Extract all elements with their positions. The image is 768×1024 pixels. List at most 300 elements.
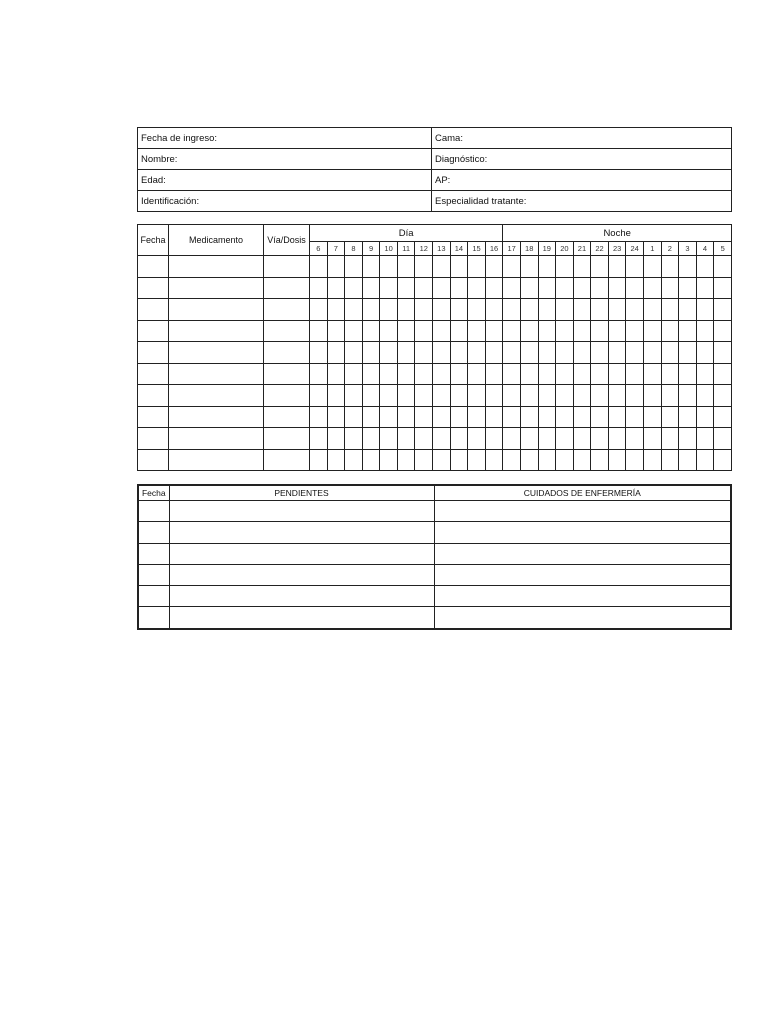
pending-date-cell[interactable]: [138, 607, 169, 629]
hour-cell[interactable]: [520, 406, 538, 428]
hour-cell[interactable]: [679, 277, 697, 299]
date-cell[interactable]: [138, 449, 169, 471]
hour-cell[interactable]: [573, 299, 591, 321]
hour-cell[interactable]: [679, 385, 697, 407]
hour-cell[interactable]: [591, 406, 609, 428]
hour-cell[interactable]: [538, 342, 556, 364]
hour-cell[interactable]: [573, 449, 591, 471]
hour-cell[interactable]: [503, 342, 521, 364]
hour-cell[interactable]: [608, 277, 626, 299]
hour-cell[interactable]: [661, 342, 679, 364]
hour-cell[interactable]: [362, 428, 380, 450]
date-cell[interactable]: [138, 299, 169, 321]
hour-cell[interactable]: [397, 277, 415, 299]
hour-cell[interactable]: [362, 449, 380, 471]
hour-cell[interactable]: [415, 320, 433, 342]
hour-cell[interactable]: [573, 320, 591, 342]
hour-cell[interactable]: [520, 320, 538, 342]
hour-cell[interactable]: [661, 320, 679, 342]
hour-cell[interactable]: [679, 449, 697, 471]
hour-cell[interactable]: [310, 256, 328, 278]
route-dose-cell[interactable]: [264, 342, 310, 364]
hour-cell[interactable]: [362, 363, 380, 385]
hour-cell[interactable]: [661, 299, 679, 321]
hour-cell[interactable]: [661, 428, 679, 450]
hour-cell[interactable]: [380, 299, 398, 321]
hour-cell[interactable]: [679, 363, 697, 385]
hour-cell[interactable]: [380, 449, 398, 471]
hour-cell[interactable]: [503, 363, 521, 385]
hour-cell[interactable]: [345, 256, 363, 278]
hour-cell[interactable]: [415, 256, 433, 278]
hour-cell[interactable]: [643, 277, 661, 299]
date-cell[interactable]: [138, 342, 169, 364]
diagnosis-field[interactable]: [432, 149, 732, 170]
hour-cell[interactable]: [345, 428, 363, 450]
hour-cell[interactable]: [538, 385, 556, 407]
hour-header-day: 16: [485, 242, 503, 256]
hour-cell[interactable]: [468, 342, 486, 364]
hour-cell[interactable]: [520, 449, 538, 471]
hour-header-night: 4: [696, 242, 714, 256]
route-dose-cell[interactable]: [264, 256, 310, 278]
medication-cell[interactable]: [169, 363, 264, 385]
route-dose-cell[interactable]: [264, 449, 310, 471]
name-field[interactable]: [138, 149, 432, 170]
hour-cell[interactable]: [661, 256, 679, 278]
hour-cell[interactable]: [468, 320, 486, 342]
route-dose-cell[interactable]: [264, 363, 310, 385]
hour-cell[interactable]: [450, 256, 468, 278]
hour-cell[interactable]: [696, 342, 714, 364]
hour-cell[interactable]: [556, 385, 574, 407]
hour-cell[interactable]: [714, 342, 732, 364]
hour-cell[interactable]: [643, 363, 661, 385]
date-cell[interactable]: [138, 406, 169, 428]
hour-cell[interactable]: [433, 277, 451, 299]
hour-cell[interactable]: [626, 385, 644, 407]
hour-cell[interactable]: [556, 342, 574, 364]
hour-cell[interactable]: [415, 385, 433, 407]
hour-cell[interactable]: [362, 277, 380, 299]
hour-cell[interactable]: [626, 256, 644, 278]
hour-cell[interactable]: [520, 428, 538, 450]
hour-cell[interactable]: [485, 320, 503, 342]
hour-cell[interactable]: [485, 342, 503, 364]
hour-cell[interactable]: [415, 299, 433, 321]
hour-cell[interactable]: [485, 363, 503, 385]
hour-cell[interactable]: [556, 320, 574, 342]
hour-cell[interactable]: [608, 299, 626, 321]
hour-cell[interactable]: [626, 342, 644, 364]
date-cell[interactable]: [138, 363, 169, 385]
hour-cell[interactable]: [696, 277, 714, 299]
hour-cell[interactable]: [415, 449, 433, 471]
hour-cell[interactable]: [714, 428, 732, 450]
hour-cell[interactable]: [433, 385, 451, 407]
hour-cell[interactable]: [503, 320, 521, 342]
hour-cell[interactable]: [485, 428, 503, 450]
hour-cell[interactable]: [626, 320, 644, 342]
hour-cell[interactable]: [573, 277, 591, 299]
hour-cell[interactable]: [433, 428, 451, 450]
ap-field[interactable]: [432, 170, 732, 191]
hour-cell[interactable]: [591, 277, 609, 299]
hour-cell[interactable]: [714, 277, 732, 299]
hour-cell[interactable]: [345, 320, 363, 342]
route-dose-cell[interactable]: [264, 277, 310, 299]
hour-cell[interactable]: [556, 363, 574, 385]
hour-cell[interactable]: [573, 385, 591, 407]
pending-cell[interactable]: [169, 564, 434, 585]
nursing-care-cell[interactable]: [434, 522, 731, 543]
route-dose-cell[interactable]: [264, 320, 310, 342]
hour-cell[interactable]: [380, 342, 398, 364]
pending-cell[interactable]: [169, 586, 434, 607]
hour-cell[interactable]: [433, 406, 451, 428]
route-dose-cell[interactable]: [264, 299, 310, 321]
date-cell[interactable]: [138, 320, 169, 342]
hour-cell[interactable]: [468, 299, 486, 321]
hour-cell[interactable]: [468, 406, 486, 428]
hour-cell[interactable]: [661, 406, 679, 428]
hour-cell[interactable]: [415, 363, 433, 385]
admission-date-label: Fecha de ingreso:: [141, 132, 218, 144]
hour-cell[interactable]: [538, 406, 556, 428]
hour-cell[interactable]: [643, 406, 661, 428]
hour-cell[interactable]: [310, 363, 328, 385]
hour-cell[interactable]: [591, 342, 609, 364]
medication-cell[interactable]: [169, 385, 264, 407]
hour-cell[interactable]: [714, 299, 732, 321]
hour-cell[interactable]: [380, 320, 398, 342]
hour-cell[interactable]: [503, 449, 521, 471]
hour-cell[interactable]: [591, 256, 609, 278]
hour-cell[interactable]: [380, 406, 398, 428]
hour-cell[interactable]: [310, 320, 328, 342]
hour-cell[interactable]: [485, 299, 503, 321]
medication-cell[interactable]: [169, 428, 264, 450]
hour-cell[interactable]: [485, 406, 503, 428]
hour-cell[interactable]: [327, 277, 345, 299]
pending-date-cell[interactable]: [138, 586, 169, 607]
specialty-field[interactable]: [432, 191, 732, 212]
hour-cell[interactable]: [468, 428, 486, 450]
hour-cell[interactable]: [556, 406, 574, 428]
hour-cell[interactable]: [714, 406, 732, 428]
hour-cell[interactable]: [679, 406, 697, 428]
hour-cell[interactable]: [345, 277, 363, 299]
hour-cell[interactable]: [433, 256, 451, 278]
hour-cell[interactable]: [485, 256, 503, 278]
identification-field[interactable]: [138, 191, 432, 212]
hour-cell[interactable]: [468, 385, 486, 407]
hour-cell[interactable]: [608, 256, 626, 278]
hour-cell[interactable]: [643, 428, 661, 450]
hour-cell[interactable]: [468, 277, 486, 299]
hour-cell[interactable]: [450, 385, 468, 407]
admission-date-field[interactable]: [138, 128, 432, 149]
hour-cell[interactable]: [362, 299, 380, 321]
hour-cell[interactable]: [380, 363, 398, 385]
hour-cell[interactable]: [608, 363, 626, 385]
hour-cell[interactable]: [362, 320, 380, 342]
bed-field[interactable]: [432, 128, 732, 149]
hour-cell[interactable]: [415, 428, 433, 450]
medication-cell[interactable]: [169, 256, 264, 278]
medication-cell[interactable]: [169, 299, 264, 321]
hour-cell[interactable]: [556, 428, 574, 450]
hour-cell[interactable]: [397, 428, 415, 450]
nursing-care-cell[interactable]: [434, 564, 731, 585]
hour-cell[interactable]: [591, 320, 609, 342]
hour-cell[interactable]: [310, 342, 328, 364]
hour-cell[interactable]: [538, 277, 556, 299]
hour-cell[interactable]: [310, 449, 328, 471]
hour-cell[interactable]: [538, 299, 556, 321]
hour-cell[interactable]: [520, 363, 538, 385]
hour-cell[interactable]: [520, 277, 538, 299]
pending-date-cell[interactable]: [138, 522, 169, 543]
hour-cell[interactable]: [626, 406, 644, 428]
hour-cell[interactable]: [608, 406, 626, 428]
hour-cell[interactable]: [433, 342, 451, 364]
hour-cell[interactable]: [608, 320, 626, 342]
pending-cell[interactable]: [169, 501, 434, 522]
age-field[interactable]: [138, 170, 432, 191]
hour-cell[interactable]: [327, 363, 345, 385]
hour-cell[interactable]: [380, 428, 398, 450]
hour-cell[interactable]: [450, 320, 468, 342]
hour-cell[interactable]: [397, 406, 415, 428]
hour-cell[interactable]: [503, 256, 521, 278]
hour-cell[interactable]: [433, 449, 451, 471]
hour-cell[interactable]: [538, 449, 556, 471]
hour-cell[interactable]: [626, 299, 644, 321]
hour-cell[interactable]: [345, 449, 363, 471]
hour-cell[interactable]: [608, 449, 626, 471]
route-dose-cell[interactable]: [264, 428, 310, 450]
hour-cell[interactable]: [643, 449, 661, 471]
hour-cell[interactable]: [503, 428, 521, 450]
hour-cell[interactable]: [573, 342, 591, 364]
hour-cell[interactable]: [591, 299, 609, 321]
hour-cell[interactable]: [380, 277, 398, 299]
route-dose-cell[interactable]: [264, 406, 310, 428]
hour-cell[interactable]: [310, 277, 328, 299]
hour-cell[interactable]: [520, 299, 538, 321]
hour-cell[interactable]: [327, 342, 345, 364]
hour-cell[interactable]: [556, 299, 574, 321]
hour-cell[interactable]: [397, 256, 415, 278]
nursing-care-cell[interactable]: [434, 501, 731, 522]
hour-cell[interactable]: [643, 385, 661, 407]
pending-date-cell[interactable]: [138, 543, 169, 564]
hour-cell[interactable]: [608, 385, 626, 407]
hour-cell[interactable]: [608, 428, 626, 450]
hour-cell[interactable]: [661, 277, 679, 299]
hour-cell[interactable]: [696, 428, 714, 450]
hour-cell[interactable]: [345, 406, 363, 428]
pending-date-cell[interactable]: [138, 501, 169, 522]
hour-cell[interactable]: [327, 299, 345, 321]
hour-cell[interactable]: [380, 256, 398, 278]
hour-cell[interactable]: [573, 256, 591, 278]
hour-cell[interactable]: [714, 256, 732, 278]
hour-cell[interactable]: [397, 320, 415, 342]
hour-cell[interactable]: [327, 428, 345, 450]
hour-cell[interactable]: [345, 385, 363, 407]
hour-cell[interactable]: [450, 342, 468, 364]
hour-cell[interactable]: [643, 256, 661, 278]
hour-cell[interactable]: [485, 277, 503, 299]
hour-cell[interactable]: [643, 342, 661, 364]
medication-cell[interactable]: [169, 320, 264, 342]
hour-cell[interactable]: [661, 363, 679, 385]
hour-cell[interactable]: [679, 299, 697, 321]
hour-cell[interactable]: [415, 342, 433, 364]
hour-cell[interactable]: [626, 363, 644, 385]
medication-cell[interactable]: [169, 342, 264, 364]
hour-cell[interactable]: [556, 277, 574, 299]
hour-cell[interactable]: [573, 406, 591, 428]
hour-cell[interactable]: [362, 406, 380, 428]
hour-cell[interactable]: [415, 277, 433, 299]
date-cell[interactable]: [138, 385, 169, 407]
hour-cell[interactable]: [397, 299, 415, 321]
hour-cell[interactable]: [310, 428, 328, 450]
hour-cell[interactable]: [327, 449, 345, 471]
hour-cell[interactable]: [503, 385, 521, 407]
hour-cell[interactable]: [714, 363, 732, 385]
hour-cell[interactable]: [450, 449, 468, 471]
hour-cell[interactable]: [310, 385, 328, 407]
hour-cell[interactable]: [538, 320, 556, 342]
hour-cell[interactable]: [538, 363, 556, 385]
hour-cell[interactable]: [538, 256, 556, 278]
hour-cell[interactable]: [591, 449, 609, 471]
hour-cell[interactable]: [520, 385, 538, 407]
hour-cell[interactable]: [643, 320, 661, 342]
hour-cell[interactable]: [573, 363, 591, 385]
hour-cell[interactable]: [696, 299, 714, 321]
hour-cell[interactable]: [679, 320, 697, 342]
nursing-care-cell[interactable]: [434, 543, 731, 564]
hour-cell[interactable]: [520, 342, 538, 364]
pending-cell[interactable]: [169, 522, 434, 543]
nursing-care-cell[interactable]: [434, 607, 731, 629]
hour-cell[interactable]: [696, 406, 714, 428]
hour-cell[interactable]: [503, 406, 521, 428]
hour-cell[interactable]: [679, 428, 697, 450]
hour-cell[interactable]: [520, 256, 538, 278]
medication-cell[interactable]: [169, 277, 264, 299]
hour-cell[interactable]: [591, 385, 609, 407]
hour-cell[interactable]: [696, 256, 714, 278]
hour-cell[interactable]: [310, 406, 328, 428]
hour-cell[interactable]: [556, 256, 574, 278]
hour-cell[interactable]: [433, 320, 451, 342]
nursing-care-cell[interactable]: [434, 586, 731, 607]
hour-cell[interactable]: [345, 363, 363, 385]
medication-cell[interactable]: [169, 406, 264, 428]
hour-cell[interactable]: [327, 385, 345, 407]
hour-cell[interactable]: [450, 406, 468, 428]
hour-cell[interactable]: [345, 342, 363, 364]
pending-date-cell[interactable]: [138, 564, 169, 585]
hour-cell[interactable]: [503, 299, 521, 321]
nursing-medication-sheet: [137, 127, 732, 630]
hour-cell[interactable]: [679, 256, 697, 278]
hour-cell[interactable]: [433, 363, 451, 385]
hour-cell[interactable]: [327, 406, 345, 428]
hour-cell[interactable]: [608, 342, 626, 364]
hour-cell[interactable]: [362, 256, 380, 278]
pending-cell[interactable]: [169, 607, 434, 629]
hour-cell[interactable]: [397, 449, 415, 471]
hour-cell[interactable]: [679, 342, 697, 364]
hour-cell[interactable]: [327, 256, 345, 278]
pending-cell[interactable]: [169, 543, 434, 564]
hour-cell[interactable]: [661, 449, 679, 471]
route-dose-cell[interactable]: [264, 385, 310, 407]
hour-cell[interactable]: [433, 299, 451, 321]
hour-cell[interactable]: [345, 299, 363, 321]
hour-cell[interactable]: [591, 363, 609, 385]
hour-cell[interactable]: [468, 256, 486, 278]
hour-cell[interactable]: [661, 385, 679, 407]
hour-cell[interactable]: [450, 299, 468, 321]
hour-cell[interactable]: [696, 363, 714, 385]
hour-cell[interactable]: [397, 385, 415, 407]
hour-cell[interactable]: [538, 428, 556, 450]
hour-cell[interactable]: [591, 428, 609, 450]
hour-cell[interactable]: [397, 363, 415, 385]
hour-cell[interactable]: [626, 277, 644, 299]
date-cell[interactable]: [138, 428, 169, 450]
hour-cell[interactable]: [468, 363, 486, 385]
hour-cell[interactable]: [485, 385, 503, 407]
hour-cell[interactable]: [626, 449, 644, 471]
hour-cell[interactable]: [714, 320, 732, 342]
hour-cell[interactable]: [503, 277, 521, 299]
hour-cell[interactable]: [696, 449, 714, 471]
hour-cell[interactable]: [450, 428, 468, 450]
hour-cell[interactable]: [696, 320, 714, 342]
medication-cell[interactable]: [169, 449, 264, 471]
hour-cell[interactable]: [556, 449, 574, 471]
hour-cell[interactable]: [397, 342, 415, 364]
hour-cell[interactable]: [415, 406, 433, 428]
hour-cell[interactable]: [380, 385, 398, 407]
hour-cell[interactable]: [362, 342, 380, 364]
hour-cell[interactable]: [327, 320, 345, 342]
hour-cell[interactable]: [643, 299, 661, 321]
hour-cell[interactable]: [626, 428, 644, 450]
hour-cell[interactable]: [310, 299, 328, 321]
hour-cell[interactable]: [573, 428, 591, 450]
hour-cell[interactable]: [468, 449, 486, 471]
hour-cell[interactable]: [362, 385, 380, 407]
date-cell[interactable]: [138, 256, 169, 278]
hour-cell[interactable]: [450, 277, 468, 299]
date-cell[interactable]: [138, 277, 169, 299]
hour-cell[interactable]: [450, 363, 468, 385]
hour-cell[interactable]: [714, 385, 732, 407]
hour-cell[interactable]: [714, 449, 732, 471]
hour-cell[interactable]: [696, 385, 714, 407]
hour-cell[interactable]: [485, 449, 503, 471]
